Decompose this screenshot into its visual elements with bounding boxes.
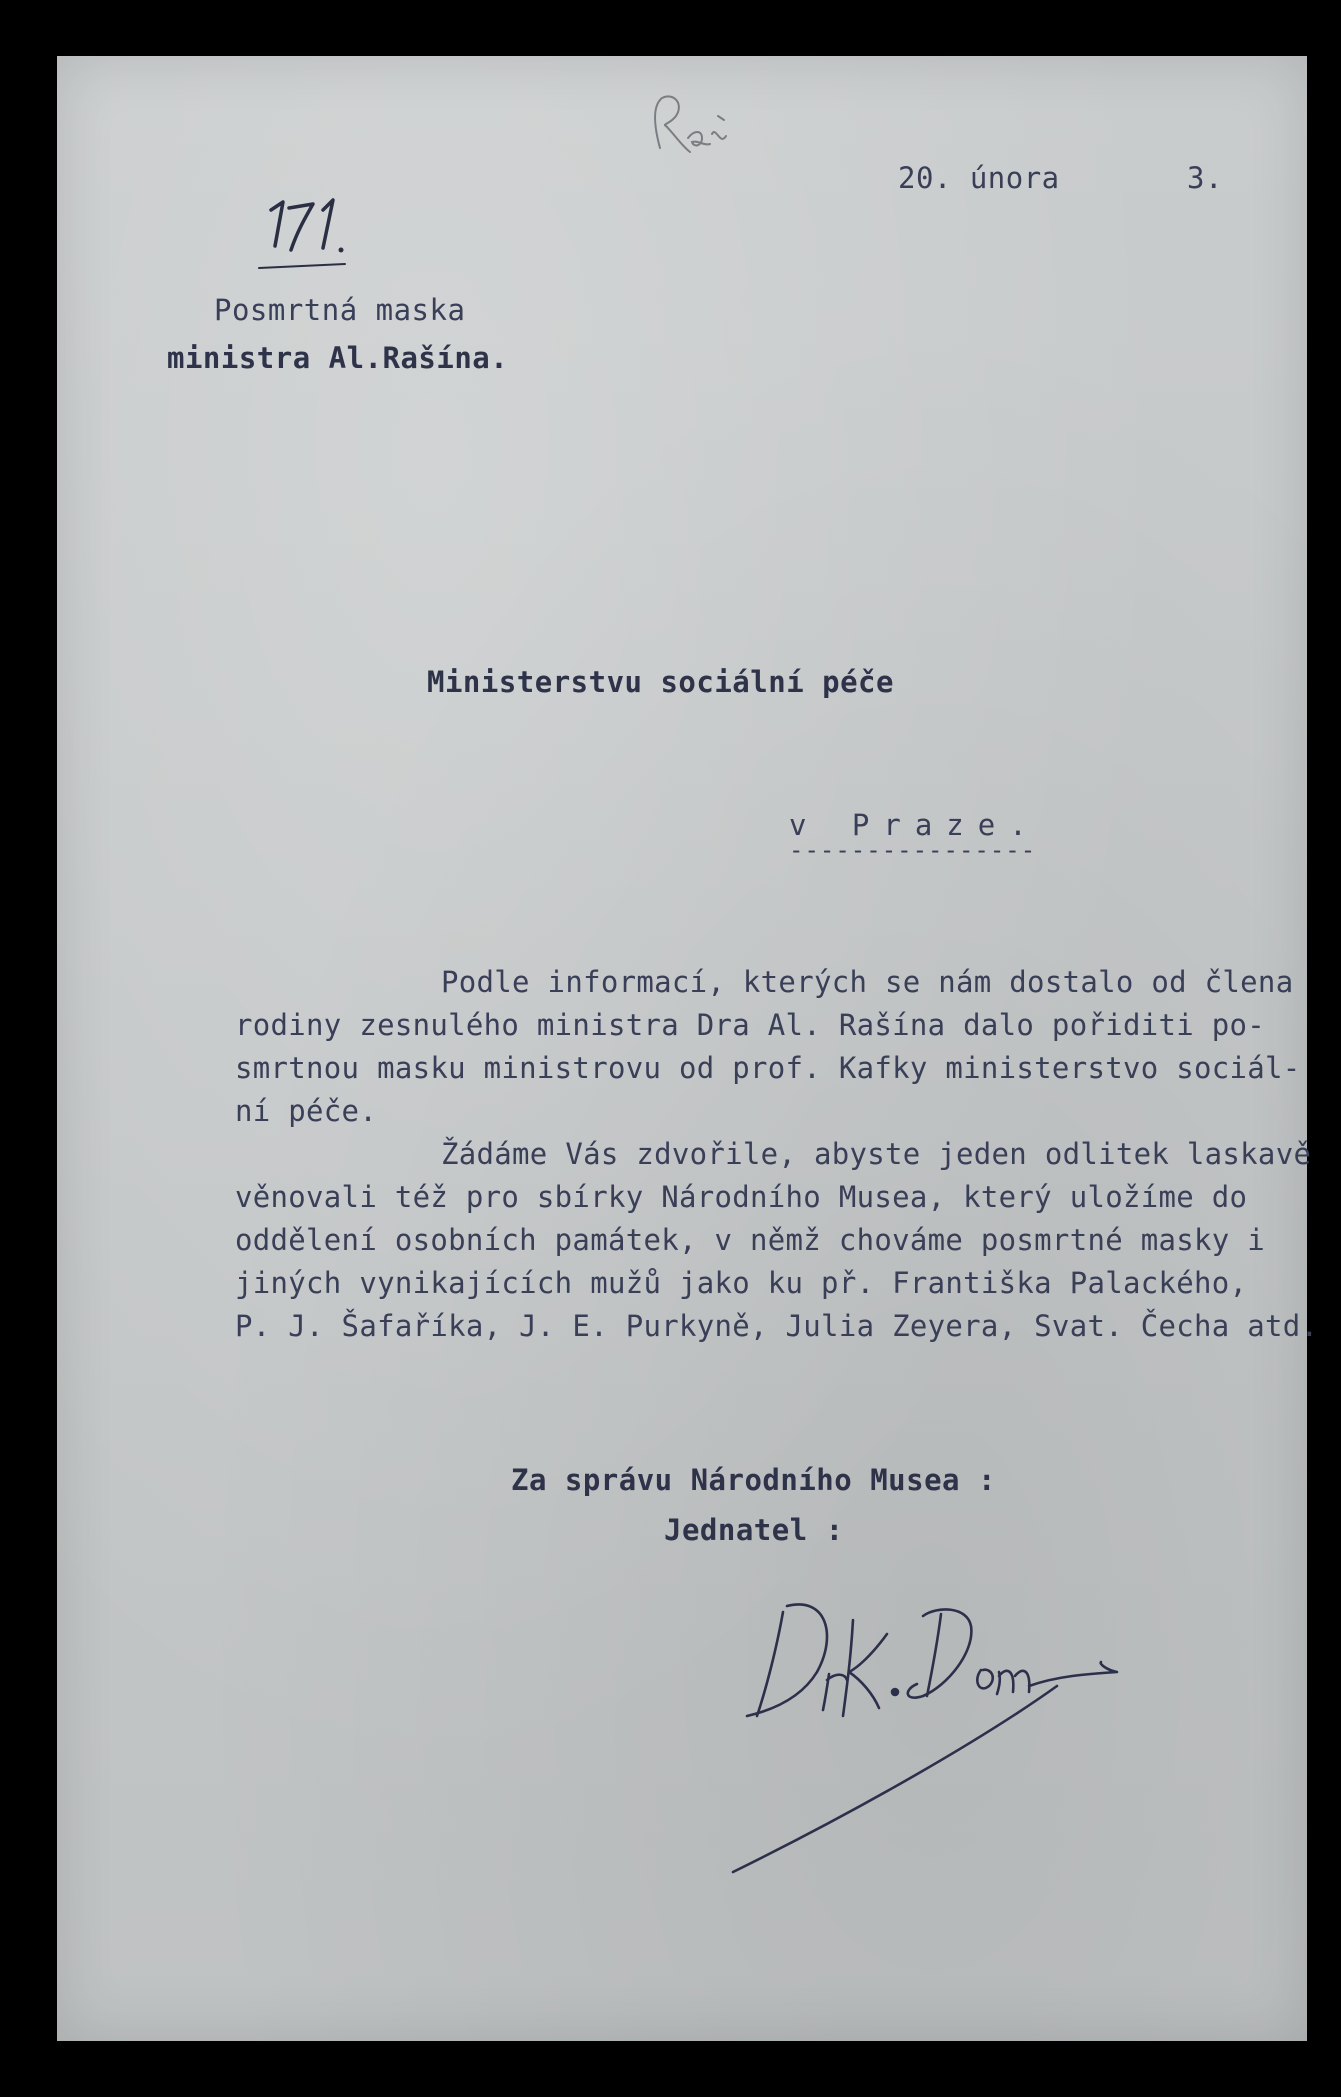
body-line: oddělení osobních památek, v němž chováme posmrtné masky i — [235, 1223, 1266, 1257]
body-line: smrtnou masku ministrovu od prof. Kafky ministerstvo sociál- — [235, 1051, 1301, 1085]
pencil-note-handwritten — [632, 86, 742, 166]
body-line: P. J. Šafaříka, J. E. Purkyně, Julia Zeyera, Svat. Čecha atd. — [235, 1309, 1319, 1343]
closing-line-1: Za správu Národního Musea : — [511, 1463, 996, 1497]
body-line: rodiny zesnulého ministra Dra Al. Rašína dalo pořiditi po- — [235, 1008, 1266, 1042]
addressee-line-1: Ministerstvu sociální péče — [427, 665, 894, 699]
signature-handwritten — [727, 1576, 1187, 1896]
signature-drawing — [727, 1576, 1187, 1896]
body-line: ní péče. — [235, 1094, 378, 1128]
pencil-note-drawing — [632, 86, 742, 166]
reference-number-handwritten — [257, 196, 377, 276]
body-line: Žádáme Vás zdvořile, abyste jeden odlitek laskavě — [441, 1137, 1312, 1171]
page-number: 3. — [1187, 161, 1223, 195]
document-sheet — [57, 56, 1319, 2041]
addressee-line-2: v Praze. — [789, 808, 1041, 842]
letter-date: 20. února — [898, 161, 1060, 195]
subject-line-1: Posmrtná maska — [214, 293, 466, 327]
closing-line-2: Jednatel : — [664, 1513, 844, 1547]
addressee-underline: ---------------- — [789, 836, 1037, 864]
letter-body — [235, 961, 1319, 1348]
body-line: Podle informací, kterých se nám dostalo od člena — [441, 965, 1294, 999]
body-line: věnovali též pro sbírky Národního Musea, který uložíme do — [235, 1180, 1248, 1214]
body-line: jiných vynikajících mužů jako ku př. Františka Palackého, — [235, 1266, 1248, 1300]
subject-line-2: ministra Al.Rašína. — [167, 341, 509, 375]
reference-number-drawing — [257, 196, 377, 276]
